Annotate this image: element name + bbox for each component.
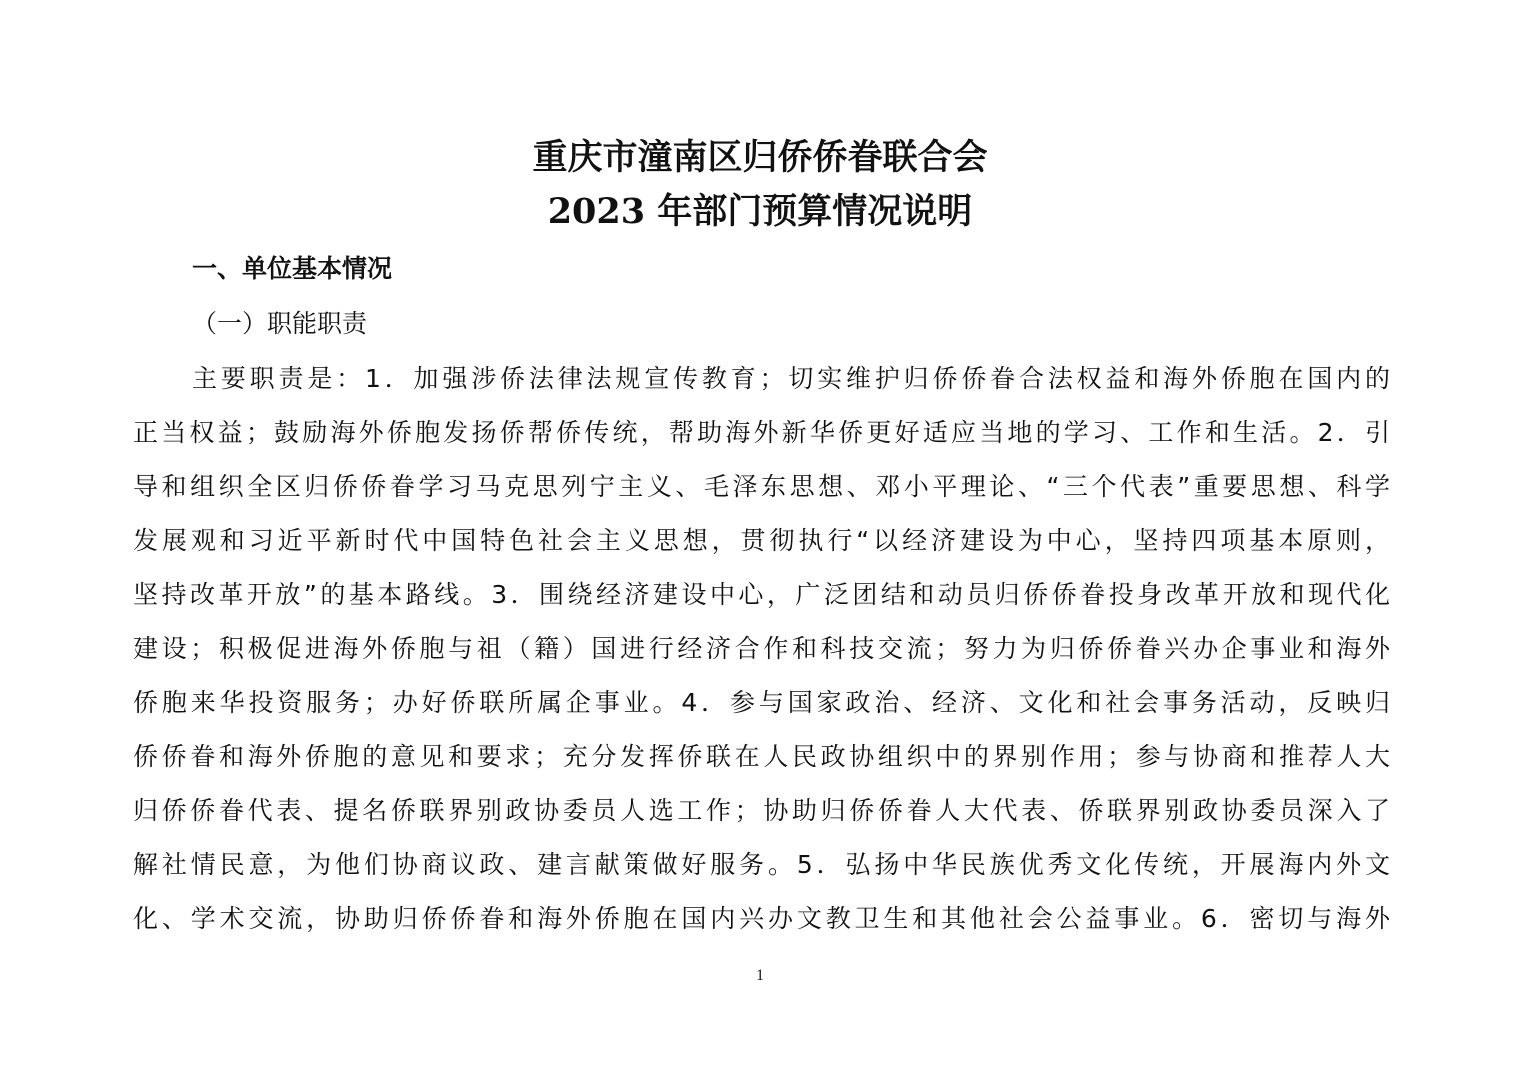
body-text-line: 化、学术交流，协助归侨侨眷和海外侨胞在国内兴办文教卫生和其他社会公益事业。6．密切与海外 [133,904,1390,933]
body-text-line: 侨胞来华投资服务；办好侨联所属企事业。4．参与国家政治、经济、文化和社会事务活动，反映归 [133,688,1390,717]
subsection-heading: （一）职能职责 [192,309,368,338]
section-heading: 一、单位基本情况 [192,254,393,283]
page-number: 1 [756,967,764,984]
body-text-line: 归侨侨眷代表、提名侨联界别政协委员人选工作；协助归侨侨眷人大代表、侨联界别政协委员深入了 [133,796,1390,825]
body-text-line: 解社情民意，为他们协商议政、建言献策做好服务。5．弘扬中华民族优秀文化传统，开展海内外文 [133,850,1390,879]
body-text-line: 正当权益；鼓励海外侨胞发扬侨帮侨传统，帮助海外新华侨更好适应当地的学习、工作和生活。2．引 [133,418,1390,447]
body-text-line: 建设；积极促进海外侨胞与祖（籍）国进行经济合作和科技交流；努力为归侨侨眷兴办企事业和海外 [133,634,1390,663]
body-text-line: 主要职责是：1．加强涉侨法律法规宣传教育；切实维护归侨侨眷合法权益和海外侨胞在国内的 [192,364,1390,393]
document-title-line-1: 重庆市潼南区归侨侨眷联合会 [532,137,988,178]
body-text-line: 发展观和习近平新时代中国特色社会主义思想，贯彻执行“以经济建设为中心，坚持四项基本原则， [133,526,1390,555]
body-text-line: 侨侨眷和海外侨胞的意见和要求；充分发挥侨联在人民政协组织中的界别作用；参与协商和推荐人大 [133,742,1390,771]
document-title-line-2: 2023 年部门预算情况说明 [547,191,973,232]
body-text-line: 坚持改革开放”的基本路线。3．围绕经济建设中心，广泛团结和动员归侨侨眷投身改革开放和现代化 [133,580,1390,609]
body-text-line: 导和组织全区归侨侨眷学习马克思列宁主义、毛泽东思想、邓小平理论、“三个代表”重要思想、科学 [133,472,1390,501]
